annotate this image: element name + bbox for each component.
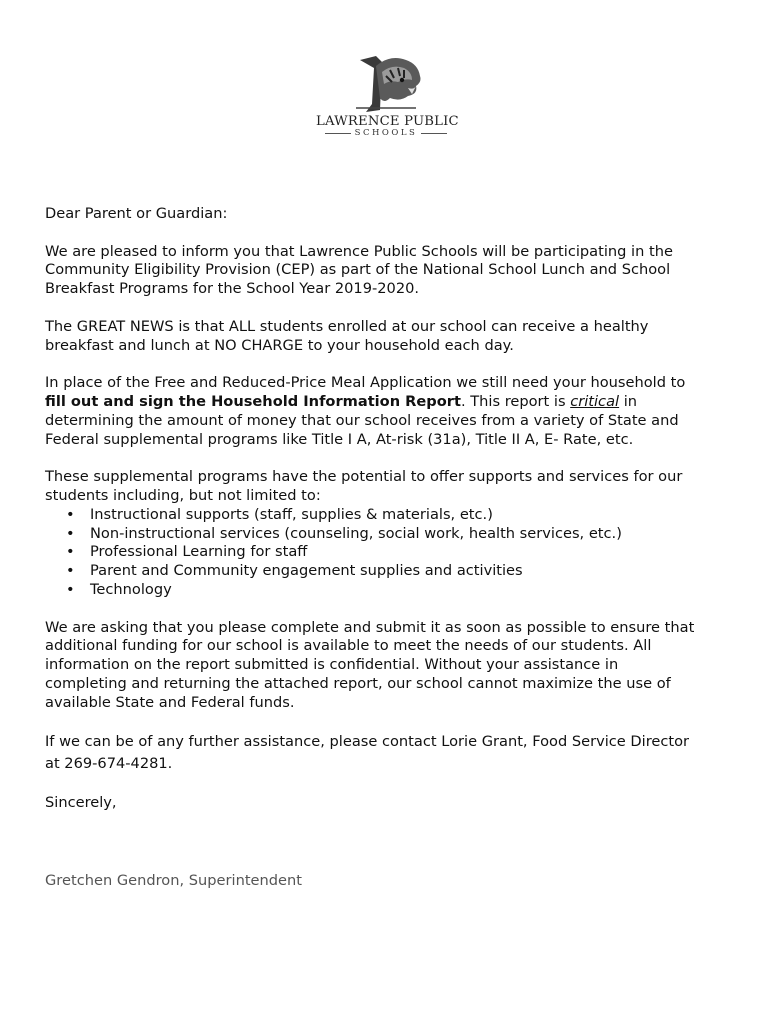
para-line: In place of the Free and Reduced-Price Meal Application we still need your household to [45, 374, 686, 392]
para-text: in [619, 392, 638, 410]
logo-rule-left [325, 133, 351, 134]
para-text: . This report is [460, 392, 571, 410]
para-line: Breakfast Programs for the School Year 2019-2020. [45, 280, 420, 298]
paragraph-request [45, 619, 735, 713]
para-line: Community Eligibility Provision (CEP) as part of the National School Lunch and School [45, 261, 671, 279]
logo-school-name: LAWRENCE PUBLIC [316, 114, 459, 129]
school-logo [316, 52, 459, 142]
signature-line: Gretchen Gendron, Superintendent [45, 872, 302, 889]
para-line: We are asking that you please complete and submit it as soon as possible to ensure that [45, 618, 695, 636]
logo-subtitle [316, 128, 456, 138]
logo-subtitle-text: SCHOOLS [354, 128, 418, 138]
list-item: • Instructional supports (staff, supplies & materials, etc.) [45, 506, 735, 525]
paragraph-programs [45, 468, 735, 506]
paragraph-household-report [45, 374, 735, 449]
closing: Sincerely, [45, 794, 117, 812]
para-line: breakfast and lunch at NO CHARGE to your household each day. [45, 336, 514, 354]
para-line: The GREAT NEWS is that ALL students enrolled at our school can receive a healthy [45, 317, 649, 335]
paragraph-cep [45, 243, 735, 299]
para-line: These supplemental programs have the potential to offer supports and services for our [45, 468, 683, 486]
contact-phone: at 269-674-4281. [45, 755, 173, 773]
bold-instruction: fill out and sign the Household Information Report [45, 392, 461, 410]
para-line: information on the report submitted is confidential. Without your assistance in [45, 656, 619, 674]
para-line: We are pleased to inform you that Lawrence Public Schools will be participating in the [45, 242, 673, 260]
para-line: Federal supplemental programs like Title I A, At-risk (31a), Title II A, E- Rate, etc. [45, 430, 634, 448]
greeting: Dear Parent or Guardian: [45, 205, 228, 222]
paragraph-great-news [45, 318, 735, 356]
logo-rule-right [421, 133, 447, 134]
para-line: additional funding for our school is available to meet the needs of our students. All [45, 637, 652, 655]
para-line: completing and returning the attached report, our school cannot maximize the use of [45, 674, 671, 692]
supports-list [45, 506, 735, 600]
para-line: available State and Federal funds. [45, 693, 295, 711]
list-item: • Professional Learning for staff [45, 543, 735, 562]
list-item: • Technology [45, 581, 735, 600]
list-item: • Parent and Community engagement supplies and activities [45, 562, 735, 581]
critical-emphasis: critical [570, 392, 620, 410]
para-line: students including, but not limited to: [45, 486, 321, 504]
para-line: If we can be of any further assistance, please contact Lorie Grant, Food Service Director [45, 733, 690, 751]
list-item: • Non-instructional services (counseling, social work, health services, etc.) [45, 525, 735, 544]
paragraph-contact [45, 731, 735, 775]
tiger-mascot-icon [346, 52, 426, 116]
letter-body [45, 205, 735, 832]
para-line: determining the amount of money that our school receives from a variety of State and [45, 411, 679, 429]
